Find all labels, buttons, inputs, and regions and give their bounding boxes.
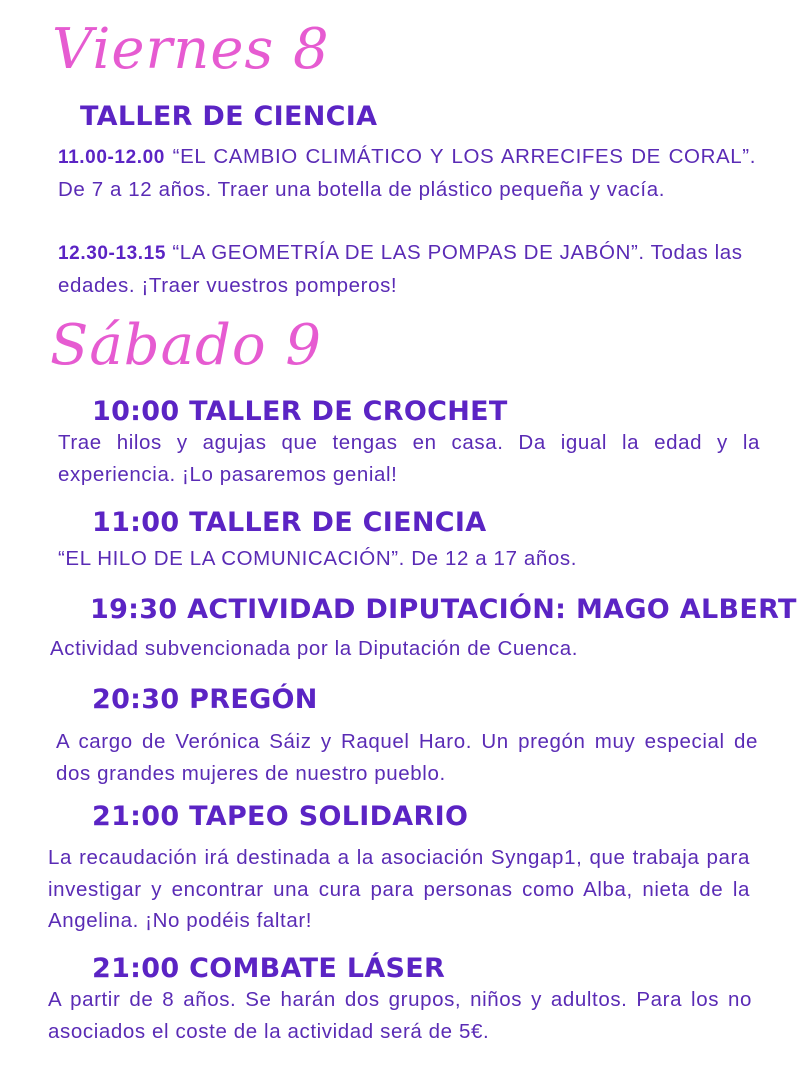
event-text-diputacion: Actividad subvencionada por la Diputación de Cuenca.	[50, 637, 579, 660]
item-time: 12.30-13.15	[58, 243, 167, 264]
item-text: “LA GEOMETRÍA DE LAS POMPAS DE JABÓN”. Todas las edades. ¡Traer vuestros pomperos!	[58, 241, 743, 297]
event-heading-ciencia: 11:00 TALLER DE CIENCIA	[92, 507, 487, 538]
event-heading-tapeo: 21:00 TAPEO SOLIDARIO	[92, 801, 469, 832]
event-text-ciencia: “EL HILO DE LA COMUNICACIÓN”. De 12 a 17 años.	[58, 547, 578, 570]
event-heading-diputacion: 19:30 ACTIVIDAD DIPUTACIÓN: MAGO ALBERT	[90, 594, 797, 625]
event-text-tapeo: La recaudación irá destinada a la asociación Syngap1, que trabaja para investigar y encontrar una cura para personas como Alba, nieta de la Angelina. ¡No podéis faltar!	[48, 846, 750, 932]
event-heading-laser: 21:00 COMBATE LÁSER	[92, 953, 446, 984]
event-heading-crochet: 10:00 TALLER DE CROCHET	[92, 396, 508, 427]
friday-item-1	[58, 141, 756, 205]
event-heading-pregon: 20:30 PREGÓN	[92, 684, 318, 715]
event-text-crochet: Trae hilos y agujas que tengas en casa. Da igual la edad y la experiencia. ¡Lo pasaremos genial!	[58, 431, 760, 486]
item-text: “EL CAMBIO CLIMÁTICO Y LOS ARRECIFES DE CORAL”. De 7 a 12 años. Traer una botella de plástico pequeña y vacía.	[58, 145, 756, 201]
event-text-laser: A partir de 8 años. Se harán dos grupos, niños y adultos. Para los no asociados el coste de la actividad será de 5€.	[48, 988, 752, 1043]
item-time: 11.00-12.00	[58, 147, 165, 168]
day-title-friday: Viernes 8	[52, 17, 330, 82]
friday-item-2	[58, 237, 768, 301]
event-text-pregon: A cargo de Verónica Sáiz y Raquel Haro. Un pregón muy especial de dos grandes mujeres de nuestro pueblo.	[56, 730, 758, 785]
friday-heading: TALLER DE CIENCIA	[80, 101, 378, 132]
day-title-saturday: Sábado 9	[50, 313, 322, 378]
